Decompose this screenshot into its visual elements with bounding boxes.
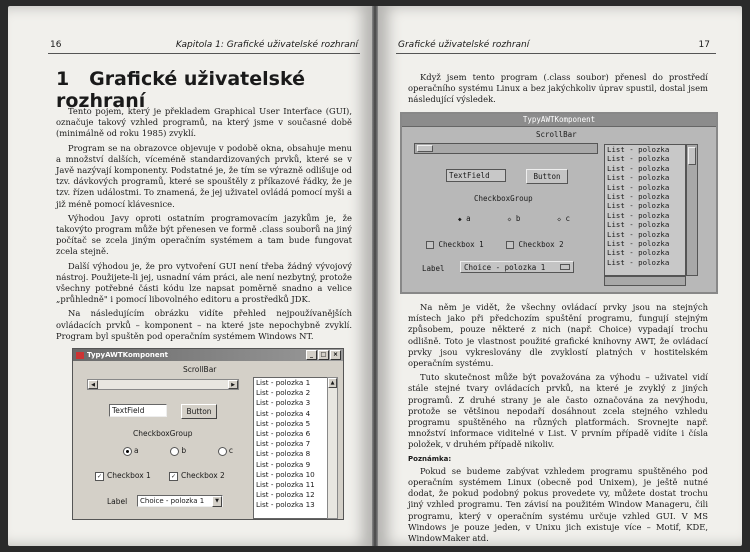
radio-a[interactable]: ◆ a (458, 214, 471, 223)
list-item[interactable]: List - polozka 7 (256, 439, 311, 449)
awt-window-nt (72, 348, 344, 520)
list-item[interactable]: List - polozka 9 (256, 459, 311, 469)
list-item[interactable]: List - polozka 4 (256, 408, 311, 418)
body-text (56, 106, 352, 345)
list-box[interactable] (253, 377, 329, 519)
checkbox-2[interactable]: Checkbox 2 (506, 240, 564, 249)
list-item[interactable]: List - polozka (607, 145, 670, 154)
list-item[interactable]: List - polozka (607, 201, 670, 211)
paragraph: Tento pojem, který je překladem Graphical User Interface (GUI), označuje takový vzhled programů, na který jsme v současné době (minimálně od roku 1985) zvyklí. (56, 106, 352, 139)
checkbox-icon (506, 241, 514, 249)
scrollbar-label: ScrollBar (183, 365, 217, 374)
paragraph: Na něm je vidět, že všechny ovládací prvky jsou na stejných místech jako při předchozím spuštění programu, fungují stejným způsobem, pouze některé z nich (např. Choice) vypadají trochu odlišně. Toto je vlastnost použité grafické knihovny AWT, že ovládací prvky jsou vykreslovány dle zvyklostí platných v hostitelském operačním systému. (408, 302, 708, 369)
list-item[interactable]: List - polozka 5 (256, 418, 311, 428)
list-item[interactable]: List - polozka (607, 239, 670, 249)
paragraph: Program se na obrazovce objevuje v podobě okna, obsahuje menu a množství dalších, víceméně standardizovaných prvků, které se v Javě nazývají komponenty. Podstatné je, že tím se výrazně odlišuje od tzv. dávkových programů, které se spouštěly z příkazové řádky, že je tzv. řízen událostmi. To znamená, že jej uživatel ovládá pomocí myši a již méně pomocí klávesnice. (56, 142, 352, 209)
radio-group (458, 214, 570, 223)
list-item[interactable]: List - polozka 2 (256, 388, 311, 398)
list-item[interactable]: List - polozka (607, 220, 670, 230)
window-title: TypyAWTKomponent (87, 351, 168, 359)
checkbox-1[interactable]: ✓ Checkbox 1 (96, 471, 151, 480)
paragraph: Výhodou Javy oproti ostatním programovacím jazykům je, že takovýto program může být přenesen ve formě .class souborů na jiný počítač se zcela jiným operačním systémem a tam bude fungovat zcela stejně. (56, 212, 352, 257)
list-item[interactable]: List - polozka (607, 173, 670, 183)
awt-window-linux (400, 112, 718, 294)
label: Label (422, 264, 445, 273)
note-label: Poznámka: (408, 454, 452, 463)
radio-b[interactable]: b (170, 446, 186, 456)
window-title[interactable]: TypyAWTKomponent (402, 114, 716, 127)
checkbox-group-label: CheckboxGroup (133, 429, 193, 438)
paragraph: Na následujícím obrázku vidíte přehled nejpoužívanějších ovládacích prvků – komponent – na které jste nepochybně zvyklí. Program byl spuštěn pod operačním systémem Windows NT. (56, 308, 352, 341)
close-icon[interactable]: × (330, 350, 341, 360)
radio-icon (170, 447, 179, 456)
list-item[interactable]: List - polozka (607, 182, 670, 192)
checkmark-icon: ✓ (96, 472, 103, 480)
radio-icon: ◇ (557, 216, 561, 223)
list-horizontal-scrollbar[interactable] (604, 276, 686, 286)
radio-selected-icon (123, 447, 132, 456)
right-page (378, 6, 742, 546)
radio-selected-icon: ◆ (458, 216, 462, 223)
label: Label (107, 497, 128, 506)
list-item[interactable]: List - polozka (607, 163, 670, 173)
scroll-thumb[interactable] (417, 145, 433, 152)
checkmark-icon: ✓ (170, 472, 177, 480)
vertical-scrollbar[interactable] (686, 144, 698, 276)
list-item[interactable]: List - polozka (607, 154, 670, 164)
left-page (8, 6, 372, 546)
radio-c[interactable]: ◇ c (557, 214, 570, 223)
header-rule (396, 53, 716, 54)
radio-c[interactable]: c (218, 446, 233, 456)
list-item[interactable]: List - polozka 8 (256, 449, 311, 459)
list-item[interactable]: List - polozka 6 (256, 429, 311, 439)
radio-group (123, 446, 233, 456)
list-item[interactable]: List - polozka 11 (256, 480, 315, 490)
checkbox-group-label: CheckboxGroup (474, 194, 533, 203)
list-item[interactable]: List - polozka 1 (256, 378, 311, 387)
intro-text (408, 72, 708, 109)
vertical-scrollbar[interactable] (327, 377, 338, 519)
choice-select[interactable]: Choice - polozka 1 (460, 261, 574, 273)
choice-select[interactable]: Choice - polozka 1 ▼ (137, 495, 223, 507)
list-item[interactable]: List - polozka (607, 248, 670, 258)
maximize-icon[interactable]: □ (318, 350, 329, 360)
chapter-number: 1 (56, 68, 70, 90)
header-rule (48, 53, 360, 54)
app-icon (76, 352, 84, 359)
list-item[interactable]: List - polozka 10 (256, 469, 315, 479)
note-text: Pokud se budeme zabývat vzhledem programu spuštěného pod operačním systémem Linux (obecně pod Unixem), je ještě nutné dodat, že pokud podobný pokus provedete vy, můžete dostat trochu jiný vzhled programu. Ten závisí na použitém Window Manageru, čili programu, který v operačním systému určuje vzhled GUI. V MS Windows je pouze jeden, v Unixu jich existuje více – Motif, KDE, WindowMaker atd. (408, 465, 708, 544)
scroll-thumb[interactable] (688, 147, 696, 165)
scroll-up-icon[interactable]: ▲ (328, 378, 337, 388)
page-number: 17 (698, 40, 710, 50)
radio-icon (218, 447, 227, 456)
scroll-left-icon[interactable]: ◀ (88, 380, 98, 389)
running-head: Kapitola 1: Grafické uživatelské rozhraní (175, 40, 358, 50)
text-field[interactable]: TextField (109, 404, 167, 417)
paragraph: Tuto skutečnost může být považována za výhodu – uživatel vidí stále stejné tvary ovládacích prvků, na které je zvyklý z jiných programů. Z druhé strany je ale často označována za nevýhodu, protože se většinou nepodaří dosáhnout zcela stejného vzhledu programu spuštěného na různých platformách. Srovnejte např. množství informace viditelné v List. V prvním případě vidíte i čísla položek, v druhém případě nikoliv. (408, 372, 708, 450)
option-menu-icon (560, 264, 570, 270)
text-field[interactable]: TextField (446, 169, 506, 182)
paragraph: Když jsem tento program (.class soubor) přenesl do prostředí operačního systému Linux a bez jakýchkoliv úprav spustil, dostal jsem následující výsledek. (408, 72, 708, 105)
list-item[interactable]: List - polozka (607, 192, 670, 202)
paragraph: Další výhodou je, že pro vytvoření GUI není třeba žádný vývojový nástroj. Použijete-li jej, usnadní vám práci, ale není nezbytný, protože všechny potřebné části kódu lze napsat poměrně snadno a velice „průhledně" i pomocí libovolného editoru a prostředků JDK. (56, 260, 352, 305)
radio-icon: ◇ (507, 216, 512, 223)
list-item[interactable]: List - polozka (607, 257, 670, 267)
minimize-icon[interactable]: _ (306, 350, 317, 360)
list-item[interactable]: List - polozka (607, 210, 670, 220)
list-item[interactable]: List - polozka 13 (256, 500, 315, 510)
scroll-right-icon[interactable]: ▶ (228, 380, 238, 389)
chevron-down-icon[interactable]: ▼ (212, 496, 222, 507)
button[interactable]: Button (526, 169, 568, 184)
checkbox-icon (426, 241, 434, 249)
scrollbar-label: ScrollBar (536, 130, 577, 139)
button[interactable]: Button (181, 404, 217, 419)
radio-b[interactable]: ◇ b (507, 214, 521, 223)
list-item[interactable]: List - polozka 3 (256, 398, 311, 408)
horizontal-scrollbar[interactable] (414, 143, 598, 154)
radio-a[interactable]: a (123, 446, 139, 456)
horizontal-scrollbar[interactable] (87, 379, 239, 390)
window-titlebar[interactable] (73, 349, 343, 361)
checkbox-2[interactable]: ✓ Checkbox 2 (170, 471, 225, 480)
checkbox-1[interactable]: Checkbox 1 (426, 240, 484, 249)
body-text (408, 302, 708, 546)
list-item[interactable]: List - polozka 12 (256, 490, 315, 500)
chapter-title: Grafické uživatelské rozhraní (56, 68, 305, 112)
list-box[interactable] (604, 144, 686, 276)
list-item[interactable]: List - polozka (607, 229, 670, 239)
running-head: Grafické uživatelské rozhraní (398, 40, 530, 50)
page-number: 16 (50, 40, 62, 50)
